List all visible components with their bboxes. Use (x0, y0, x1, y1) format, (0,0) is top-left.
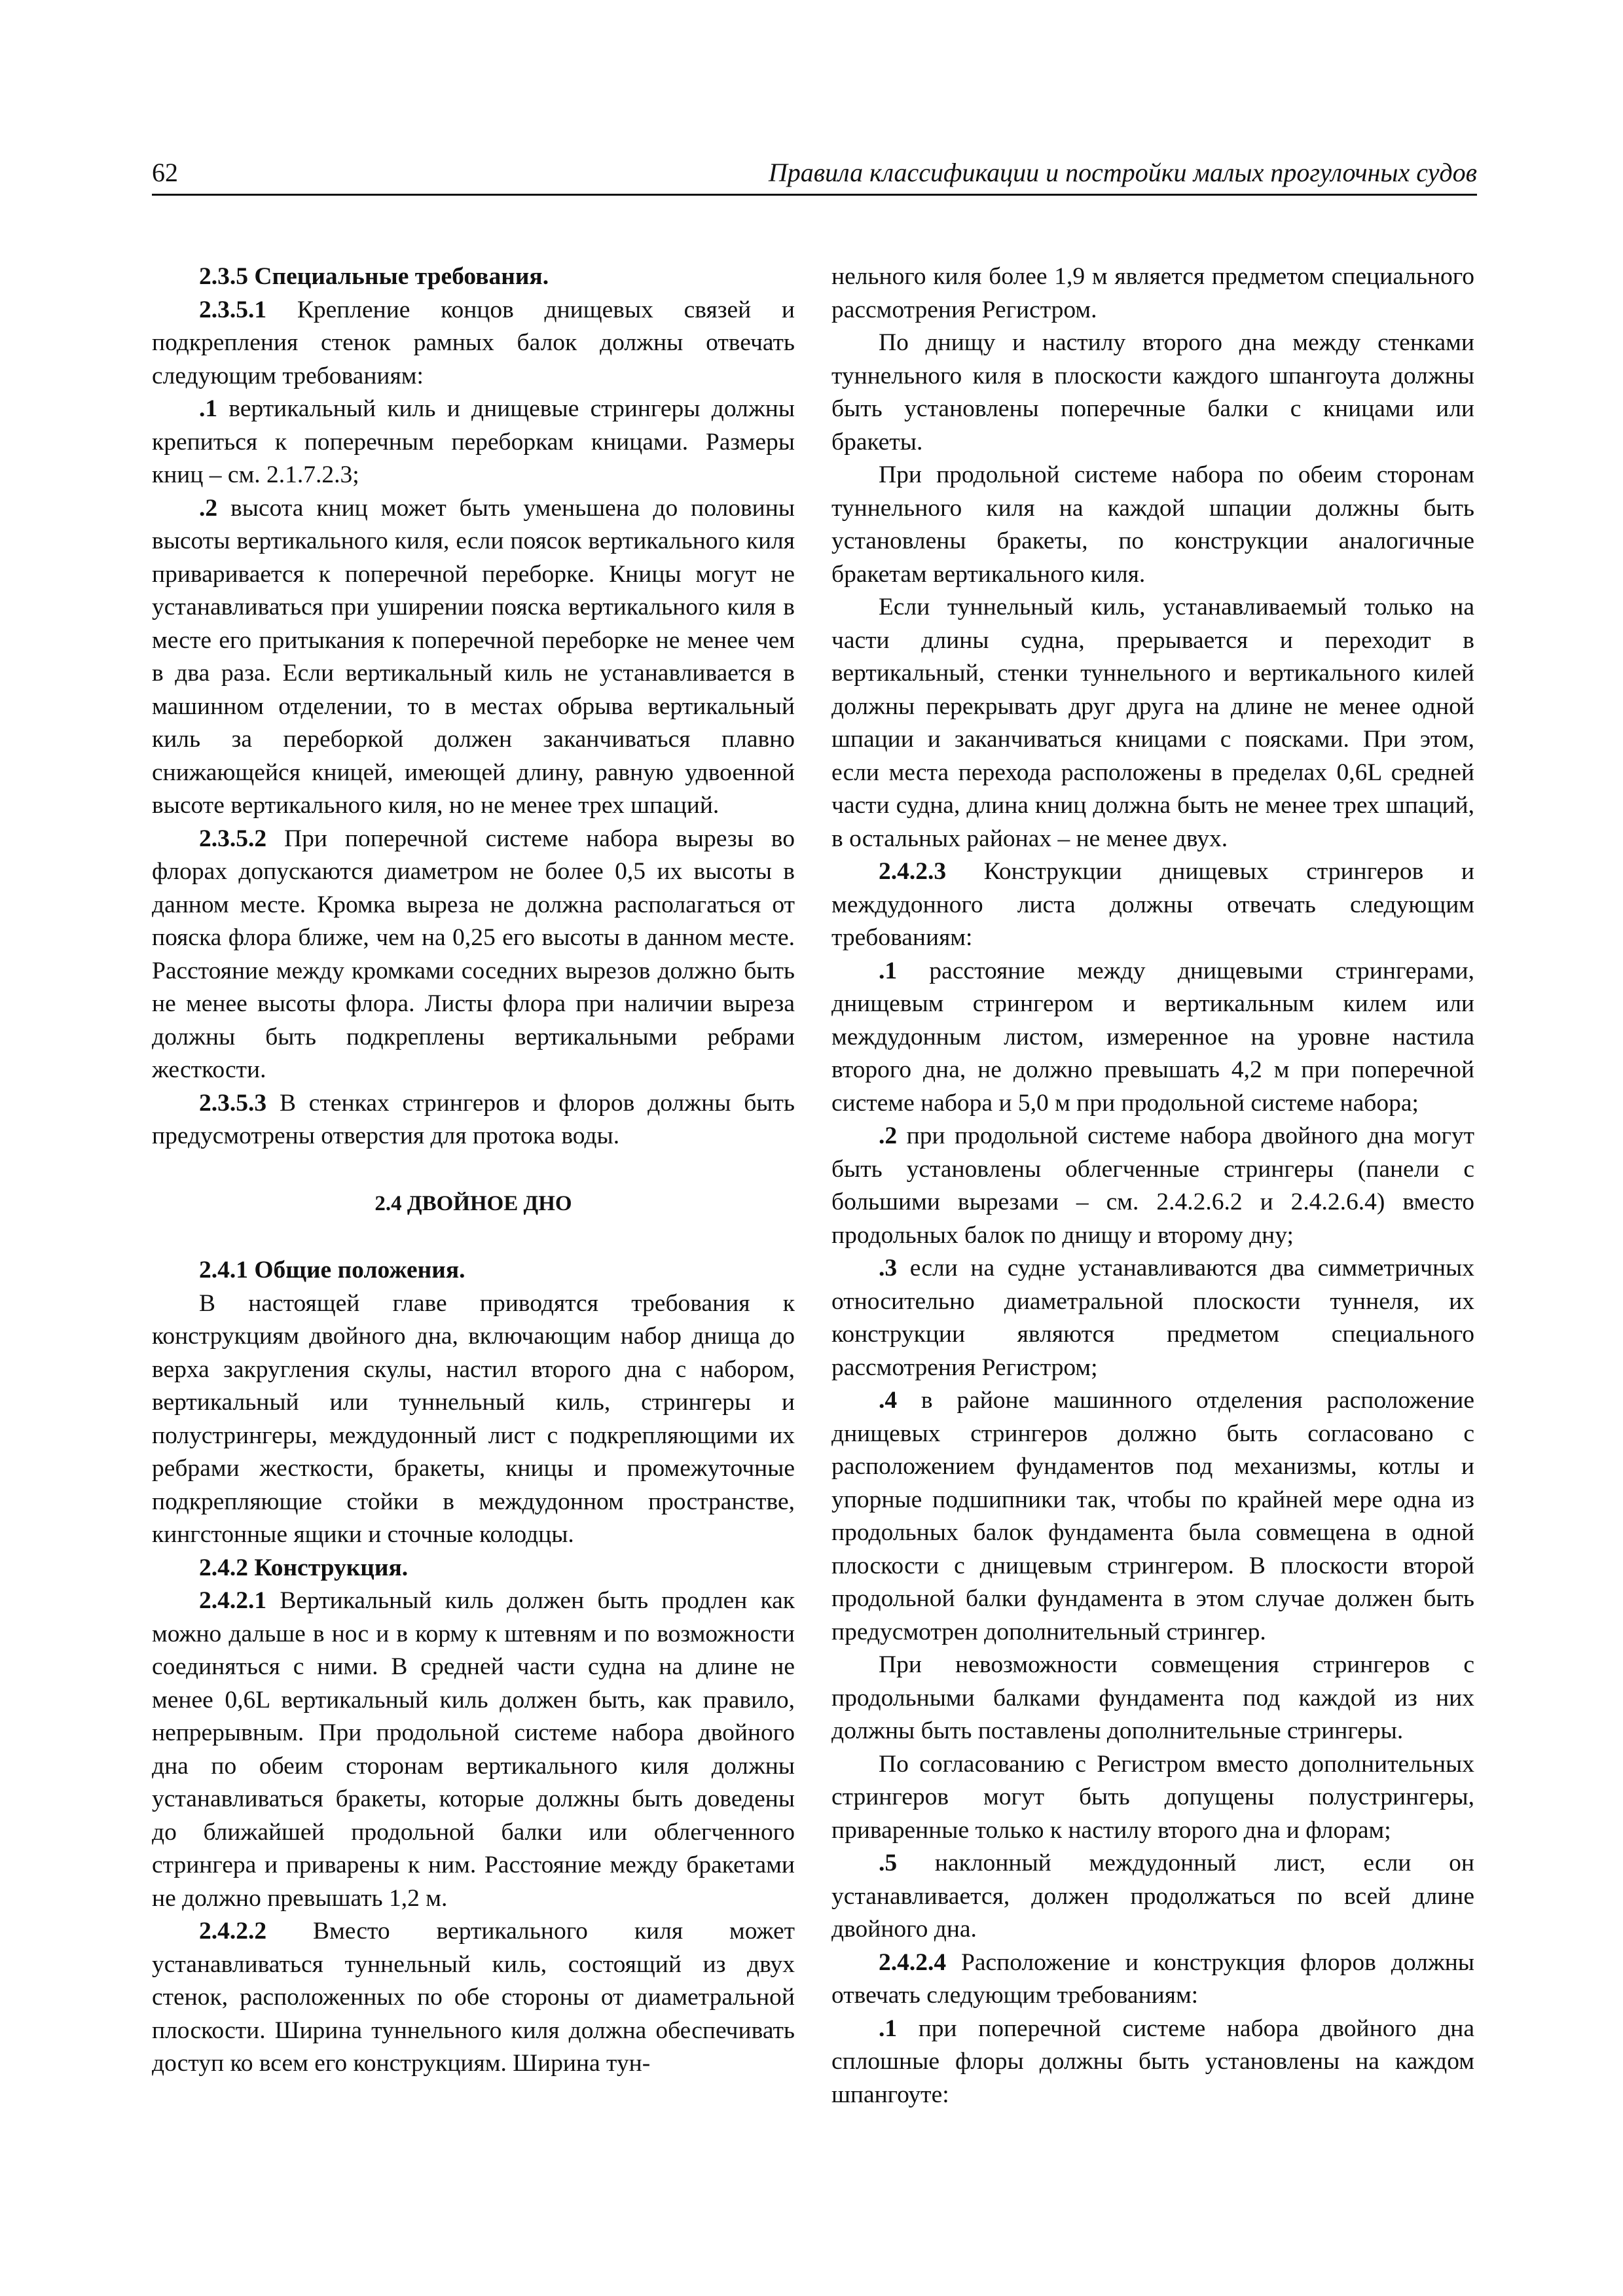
paragraph-tunnel-keel-brackets: При продольной системе набора по обеим сторонам туннельного киля на каждой шпации должны быть установлены бракеты, по конструкции аналогичные бракетам вертикального киля. (831, 461, 1474, 588)
paragraph-half-stringers: По согласованию с Регистром вместо дополнительных стрингеров могут быть допущены полустрингеры, приваренные только к настилу второго дна и флорам; (831, 1750, 1474, 1844)
item-number: .1 (879, 2015, 898, 2042)
item-number: .4 (879, 1387, 898, 1414)
paragraph-2-4-2-1 (152, 1585, 795, 1915)
paragraph-2-4-2-3-item-5 (831, 1847, 1474, 1946)
paragraph-text: Расположение и конструкция флоров должны отвечать следующим требованиям: (831, 1948, 1474, 2009)
paragraph-text: Крепление концов днищевых связей и подкрепления стенок рамных балок должны отвечать следующим требованиям: (152, 296, 795, 389)
paragraph-2-3-5-1-item-2 (152, 492, 795, 823)
page-number: 62 (152, 158, 178, 187)
paragraph-text: в районе машинного отделения расположение днищевых стрингеров должно быть согласовано с расположением фундаментов под механизмы, котлы и упорные подшипники так, чтобы по крайней мере одна из продольных балок фундамента была совмещена в одной плоскости с днищевым стрингером. В плоскости второй продольной балки фундамента в этом случае должен быть предусмотрен дополнительный стрингер. (831, 1387, 1474, 1645)
paragraph-2-4-2-4-item-1 (831, 2013, 1474, 2112)
heading-2-4-2: 2.4.2 Конструкция. (199, 1554, 409, 1581)
paragraph-additional-stringers: При невозможности совмещения стрингеров с продольными балками фундамента под каждой из них должны быть поставлены дополнительные стрингеры. (831, 1651, 1474, 1744)
paragraph-text: вертикальный киль и днищевые стрингеры должны крепиться к поперечным переборкам кницами. Размеры книц – см. 2.1.7.2.3; (152, 395, 795, 488)
left-column (152, 260, 795, 2081)
heading-2-3-5: 2.3.5 Специальные требования. (199, 263, 549, 290)
item-number: .3 (879, 1255, 898, 1282)
paragraph-2-4-1: В настоящей главе приводятся требования к конструкциям двойного дна, включающим набор днища до верха закругления скулы, настил второго дна с набором, вертикальный или туннельный киль, стрингеры и полустрингеры, междудонный лист с подкрепляющими их ребрами жесткости, бракеты, кницы и промежуточные подкрепляющие стойки в междудонном пространстве, кингстонные ящики и сточные колодцы. (152, 1289, 795, 1548)
paragraph-text: В стенках стрингеров и флоров должны быть предусмотрены отверстия для протока воды. (152, 1089, 795, 1149)
paragraph-continued: нельного киля более 1,9 м является предметом специального рассмотрения Регистром. (831, 263, 1474, 323)
clause-number: 2.3.5.1 (199, 296, 267, 323)
paragraph-text: высота книц может быть уменьшена до половины высоты вертикального киля, если поясок вертикального киля приваривается к поперечной переборке. Кницы могут не устанавливаться при уширении пояска вертикального киля в месте его притыкания к поперечной переборке не менее чем в два раза. Если вертикальный киль не устанавливается в машинном отделении, то в местах обрыва вертикальный киль за переборкой должен заканчиваться плавно снижающейся кницей, имеющей длину, равную удвоенной высоте вертикального киля, но не менее трех шпаций. (152, 494, 795, 819)
paragraph-text: при продольной системе набора двойного дна могут быть установлены облегченные стрингеры (панели с большими вырезами – см. 2.4.2.6.2 и 2.4.2.6.4) вместо продольных балок по днищу и второму дну; (831, 1122, 1474, 1249)
item-number: .1 (879, 957, 898, 984)
clause-number: 2.3.5.2 (199, 825, 267, 852)
item-number: .5 (879, 1850, 898, 1876)
paragraph-2-4-2-3-item-3 (831, 1252, 1474, 1384)
paragraph-text: при поперечной системе набора двойного дна сплошные флоры должны быть установлены на каждом шпангоуте: (831, 2015, 1474, 2108)
section-title-2-4: 2.4 ДВОЙНОЕ ДНО (374, 1191, 572, 1215)
paragraph-text: расстояние между днищевыми стрингерами, днищевым стрингером и вертикальным килем или междудонным листом, измеренное на уровне настила второго дна, не должно превышать 4,2 м при поперечной системе набора и 5,0 м при продольной системе набора; (831, 957, 1474, 1117)
clause-number: 2.3.5.3 (199, 1089, 267, 1117)
heading-2-4-1: 2.4.1 Общие положения. (199, 1257, 465, 1283)
clause-number: 2.4.2.1 (199, 1587, 267, 1614)
paragraph-2-3-5-1 (152, 294, 795, 393)
paragraph-tunnel-keel-beams: По днищу и настилу второго дна между стенками туннельного киля в плоскости каждого шпангоута должны быть установлены поперечные балки с кницами или бракеты. (831, 329, 1474, 456)
paragraph-2-4-2-3-item-2 (831, 1120, 1474, 1252)
paragraph-text: Вместо вертикального киля может устанавливаться туннельный киль, состоящий из двух стенок, расположенных по обе стороны от диаметральной плоскости. Ширина туннельного киля должна обеспечивать доступ ко всем его конструкциям. Ширина тун- (152, 1918, 795, 2077)
paragraph-text: Конструкции днищевых стрингеров и междудонного листа должны отвечать следующим требованиям: (831, 858, 1474, 951)
item-number: .2 (879, 1122, 898, 1149)
paragraph-2-3-5-3 (152, 1087, 795, 1153)
running-title: Правила классификации и постройки малых прогулочных судов (768, 158, 1477, 187)
item-number: .2 (199, 494, 218, 522)
page-header (152, 154, 1477, 196)
clause-number: 2.4.2.4 (879, 1948, 947, 1976)
clause-number: 2.4.2.2 (199, 1918, 267, 1945)
paragraph-2-4-2-3-item-1 (831, 955, 1474, 1121)
clause-number: 2.4.2.3 (879, 858, 947, 885)
paragraph-tunnel-keel-transition: Если туннельный киль, устанавливаемый только на части длины судна, прерывается и переходит в вертикальный, стенки туннельного и вертикального килей должны перекрывать друг друга на длине не менее одной шпации и заканчиваться кницами с поясками. При этом, если места перехода расположены в пределах 0,6L средней части судна, длина книц должна быть не менее трех шпаций, в остальных районах – не менее двух. (831, 594, 1474, 852)
paragraph-text: При поперечной системе набора вырезы во флорах допускаются диаметром не более 0,5 их высоты в данном месте. Кромка выреза не должна располагаться от пояска флора ближе, чем на 0,25 его высоты в данном месте. Расстояние между кромками соседних вырезов должно быть не менее высоты флора. Листы флора при наличии выреза должны быть подкреплены вертикальными ребрами жесткости. (152, 825, 795, 1083)
paragraph-text: Вертикальный киль должен быть продлен как можно дальше в нос и в корму к штевням и по возможности соединяться с ними. В средней части судна на длине не менее 0,6L вертикальный киль должен быть, как правило, непрерывным. При продольной системе набора двойного дна по обеим сторонам вертикального киля должны устанавливаться бракеты, которые должны быть доведены до ближайшей продольной балки или облегченного стрингера и приварены к ним. Расстояние между бракетами не должно превышать 1,2 м. (152, 1587, 795, 1912)
paragraph-2-4-2-3 (831, 855, 1474, 955)
paragraph-2-4-2-4 (831, 1946, 1474, 2013)
paragraph-text: если на судне устанавливаются два симметричных относительно диаметральной плоскости туннеля, их конструкции являются предметом специального рассмотрения Регистром; (831, 1255, 1474, 1381)
paragraph-2-4-2-3-item-4 (831, 1384, 1474, 1649)
paragraph-text: наклонный междудонный лист, если он устанавливается, должен продолжаться по всей длине двойного дна. (831, 1850, 1474, 1943)
item-number: .1 (199, 395, 218, 422)
paragraph-2-3-5-2 (152, 823, 795, 1087)
right-column (831, 260, 1474, 2111)
paragraph-2-3-5-1-item-1 (152, 393, 795, 492)
paragraph-2-4-2-2 (152, 1915, 795, 2081)
